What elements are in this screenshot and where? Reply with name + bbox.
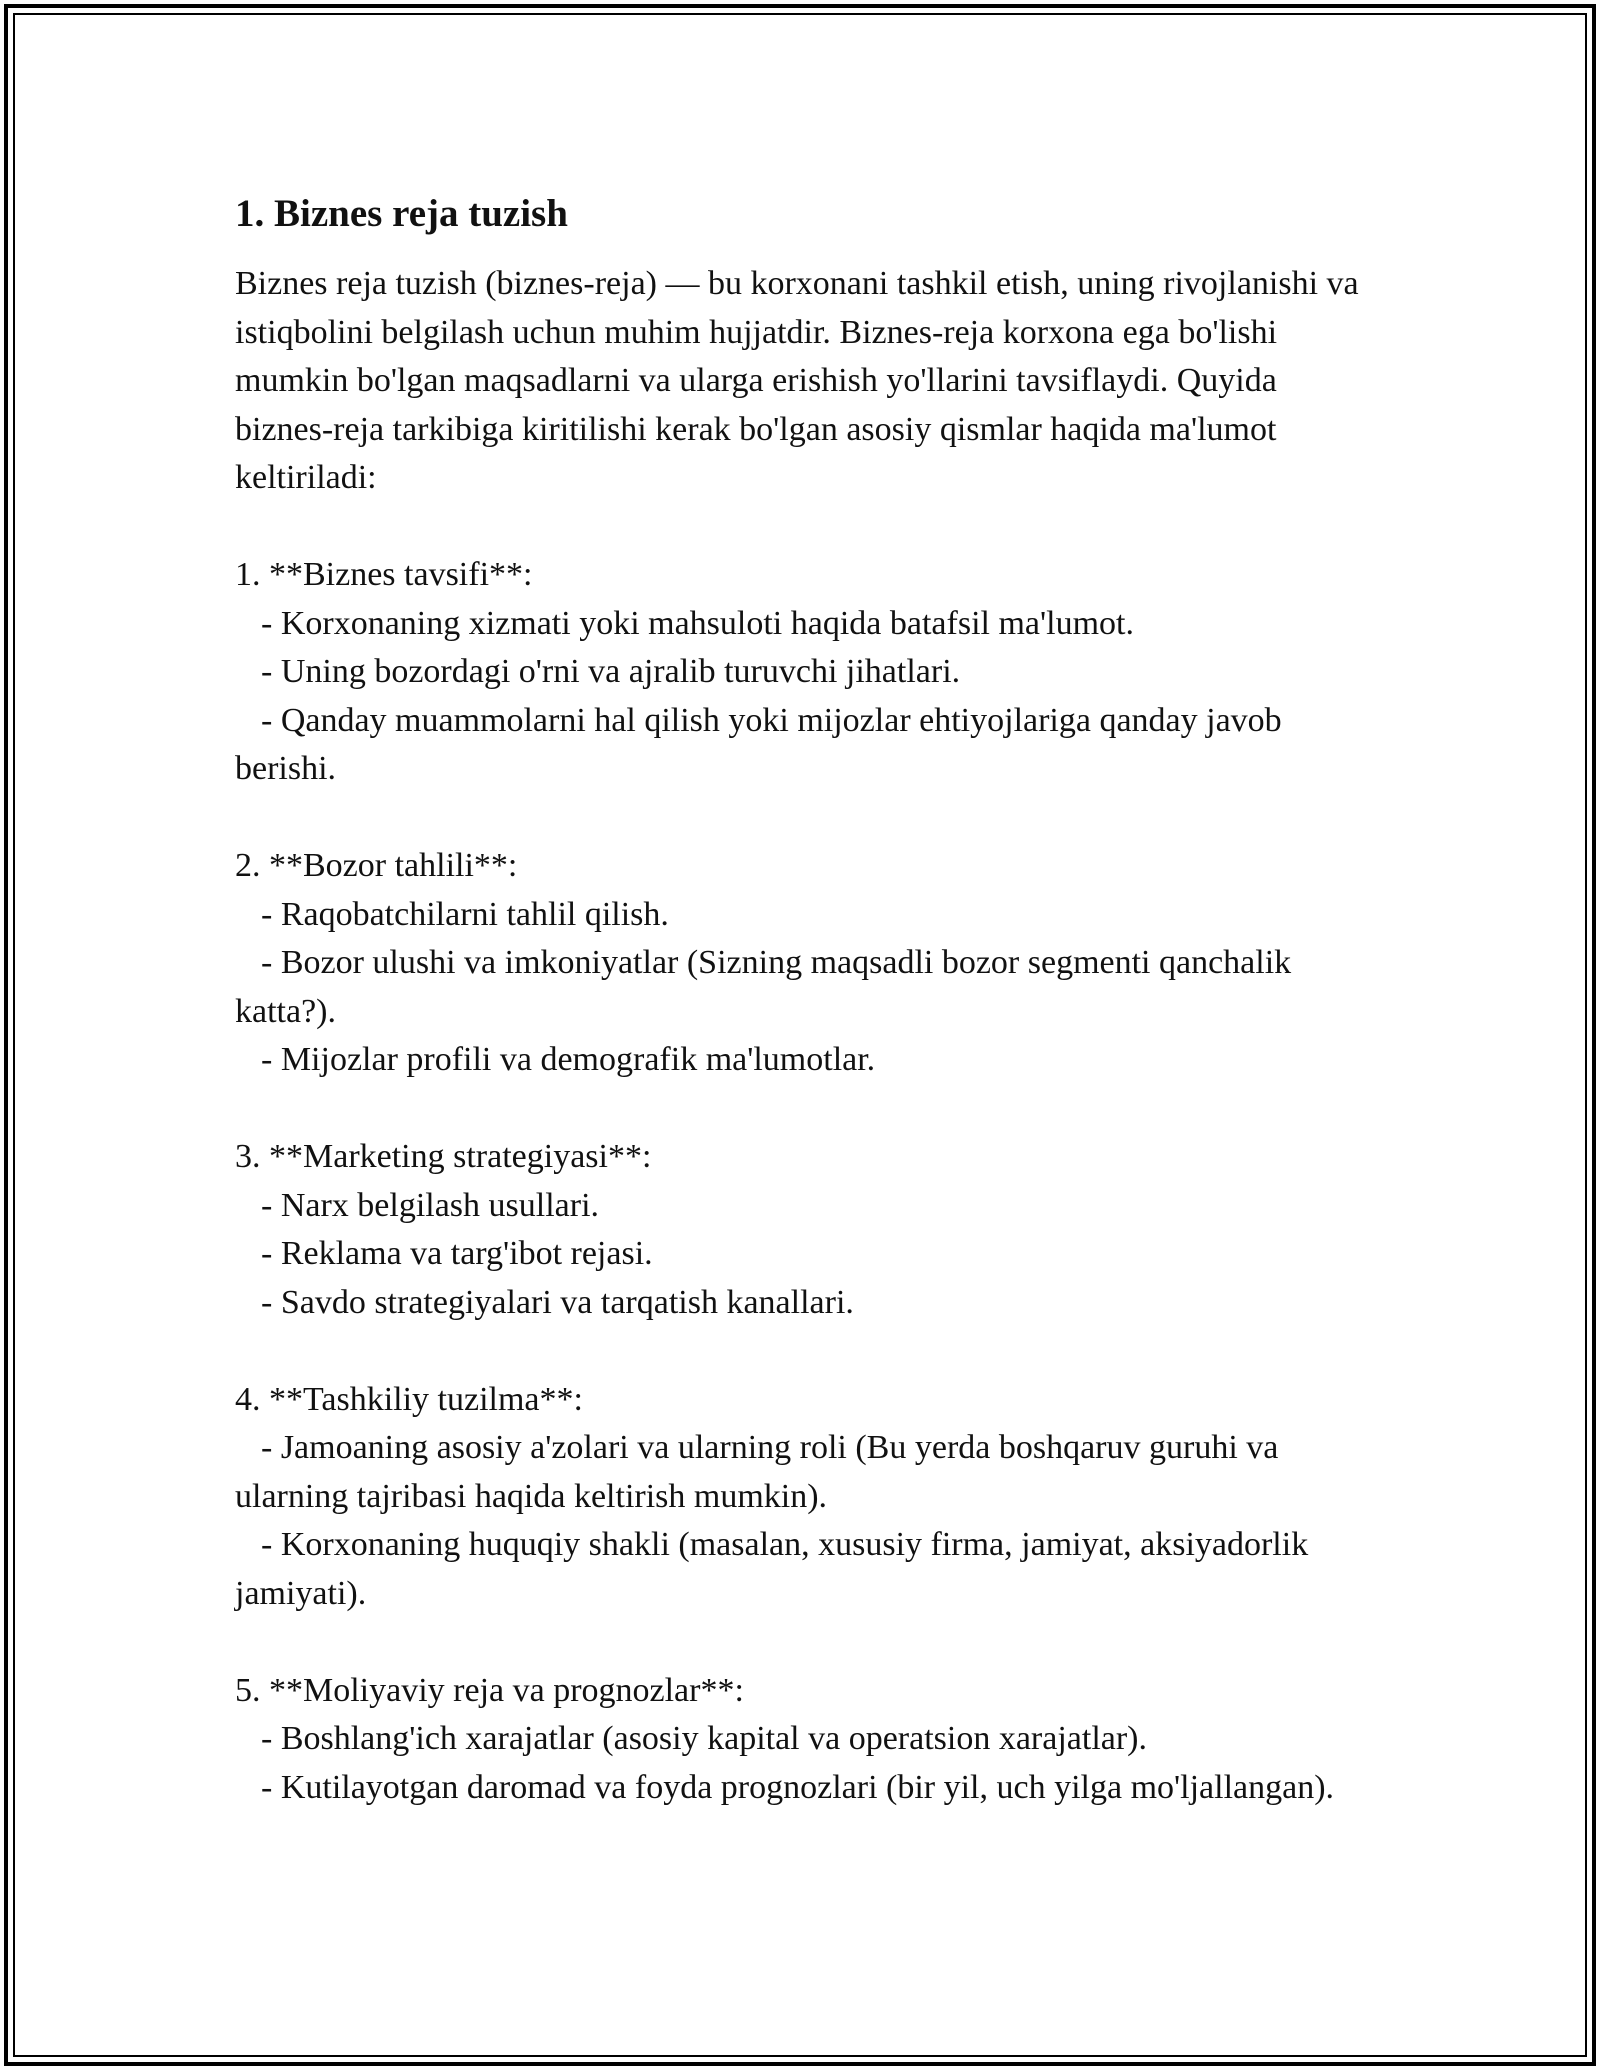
bullet-item: - Boshlang'ich xarajatlar (asosiy kapital va operatsion xarajatlar). xyxy=(261,1720,1148,1757)
bullet-item: - Uning bozordagi o'rni va ajralib turuvchi jihatlari. xyxy=(261,653,961,690)
section-business-description xyxy=(235,551,1375,794)
bullet-item: - Qanday muammolarni hal qilish yoki mijozlar ehtiyojlariga qanday javob berishi. xyxy=(235,701,1282,787)
intro-paragraph: Biznes reja tuzish (biznes-reja) — bu korxonani tashkil etish, uning rivojlanishi va istiqbolini belgilash uchun muhim hujjatdir. Biznes-reja korxona ega bo'lishi mumkin bo'lgan maqsadlarni va ularga erishish yo'llarini tavsiflaydi. Quyida biznes-reja tarkibiga kiritilishi kerak bo'lgan asosiy qismlar haqida ma'lumot keltiriladi: xyxy=(235,265,1359,496)
bullet-item: - Korxonaning xizmati yoki mahsuloti haqida batafsil ma'lumot. xyxy=(261,604,1134,642)
bullet-item: - Narx belgilash usullari. xyxy=(261,1186,600,1224)
bullet-item: - Savdo strategiyalari va tarqatish kanallari. xyxy=(261,1283,854,1321)
section-financial-plan xyxy=(235,1667,1375,1813)
bullet-item: - Jamoaning asosiy a'zolari va ularning roli (Bu yerda boshqaruv guruhi va ularning tajribasi haqida keltirish mumkin). xyxy=(235,1429,1279,1515)
document-body xyxy=(235,188,1375,1812)
bullet-item: - Bozor ulushi va imkoniyatlar (Sizning maqsadli bozor segmenti qanchalik katta?). xyxy=(235,944,1292,1030)
bullet-item: - Reklama va targ'ibot rejasi. xyxy=(261,1235,653,1272)
section-heading: 1. **Biznes tavsifi**: xyxy=(235,556,533,593)
bullet-item: - Mijozlar profili va demografik ma'lumotlar. xyxy=(261,1041,876,1078)
document-title: 1. Biznes reja tuzish xyxy=(235,192,568,235)
section-heading: 4. **Tashkiliy tuzilma**: xyxy=(235,1380,583,1418)
bullet-item: - Korxonaning huquqiy shakli (masalan, xususiy firma, jamiyat, aksiyadorlik jamiyati). xyxy=(235,1526,1309,1612)
section-heading: 2. **Bozor tahlili**: xyxy=(235,847,518,884)
section-heading: 5. **Moliyaviy reja va prognozlar**: xyxy=(235,1671,744,1709)
section-organizational-structure xyxy=(235,1376,1375,1619)
section-heading: 3. **Marketing strategiyasi**: xyxy=(235,1138,652,1175)
section-marketing-strategy xyxy=(235,1133,1375,1327)
bullet-item: - Kutilayotgan daromad va foyda prognozlari (bir yil, uch yilga mo'ljallangan). xyxy=(261,1768,1335,1806)
bullet-item: - Raqobatchilarni tahlil qilish. xyxy=(261,895,669,933)
section-market-analysis xyxy=(235,842,1375,1085)
